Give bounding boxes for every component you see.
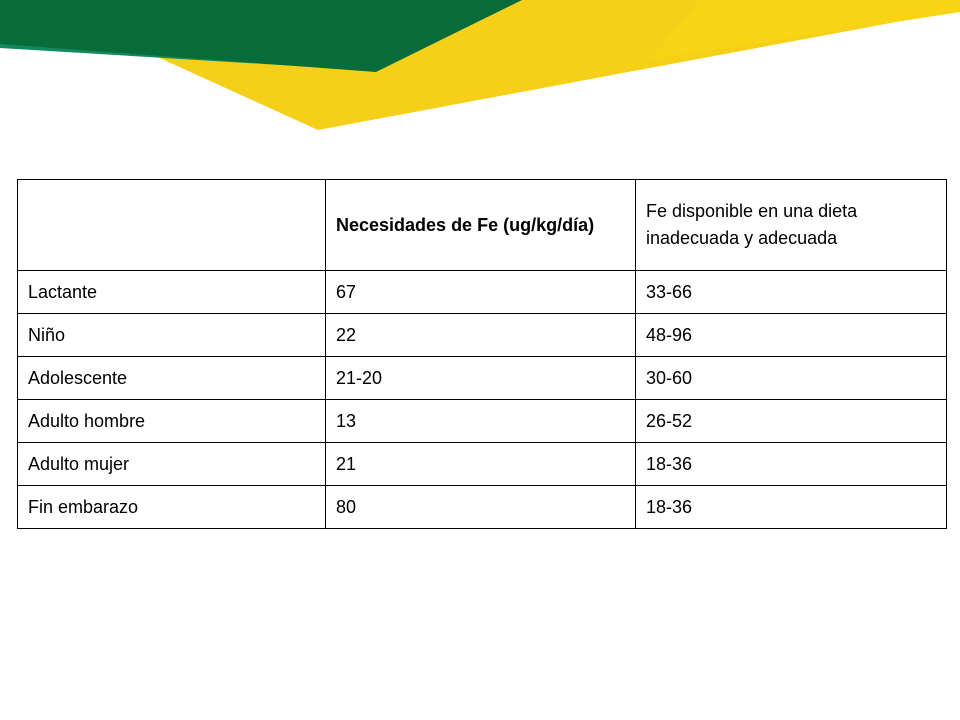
iron-available-cell: 26-52: [636, 400, 947, 443]
iron-available-cell: 33-66: [636, 271, 947, 314]
row-label-cell: Fin embarazo: [18, 486, 326, 529]
row-label-cell: Niño: [18, 314, 326, 357]
row-label-cell: Adulto hombre: [18, 400, 326, 443]
table-row: [18, 357, 947, 400]
iron-needs-cell: 80: [326, 486, 636, 529]
table-row: [18, 486, 947, 529]
table-row: [18, 271, 947, 314]
iron-available-cell: 48-96: [636, 314, 947, 357]
iron-requirements-table: [17, 179, 947, 529]
table-row: [18, 443, 947, 486]
iron-needs-cell: 22: [326, 314, 636, 357]
iron-available-cell: 18-36: [636, 486, 947, 529]
gold-swoosh: [650, 0, 960, 60]
row-label-cell: Adolescente: [18, 357, 326, 400]
iron-available-cell: 30-60: [636, 357, 947, 400]
row-label-cell: Adulto mujer: [18, 443, 326, 486]
iron-needs-cell: 13: [326, 400, 636, 443]
header-cell-iron-available: Fe disponible en una dieta inadecuada y adecuada: [636, 180, 947, 271]
iron-needs-cell: 21: [326, 443, 636, 486]
header-cell-iron-needs: Necesidades de Fe (ug/kg/día): [326, 180, 636, 271]
header-cell-group: [18, 180, 326, 271]
iron-needs-cell: 21-20: [326, 357, 636, 400]
iron-needs-cell: 67: [326, 271, 636, 314]
table-row: [18, 314, 947, 357]
table-header-row: [18, 180, 947, 271]
decorative-banner: [0, 0, 960, 140]
row-label-cell: Lactante: [18, 271, 326, 314]
table-row: [18, 400, 947, 443]
iron-available-cell: 18-36: [636, 443, 947, 486]
iron-requirements-table-container: [17, 179, 947, 529]
